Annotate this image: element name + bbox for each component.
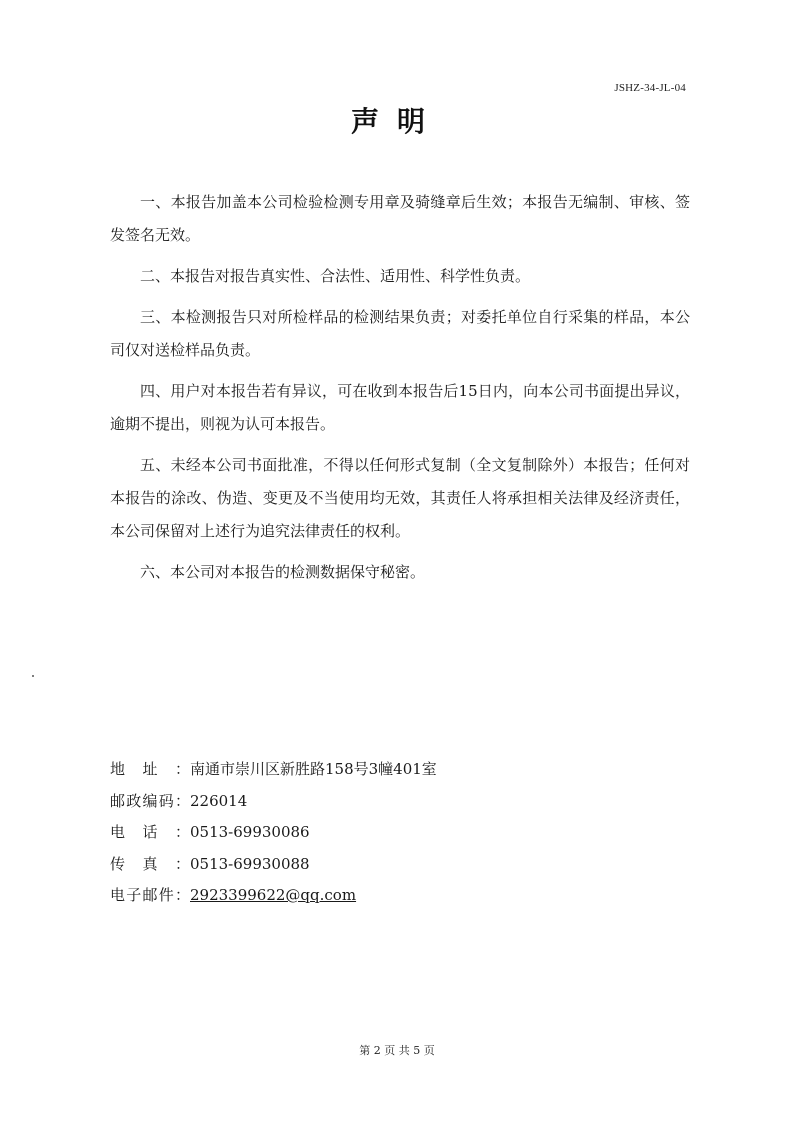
phone-label: 电话： [110,823,190,841]
fax-label: 传真： [110,854,190,873]
address-value: 南通市崇川区新胜路158号3幢401室 [190,760,437,778]
postcode-row [110,786,437,818]
fax-value: 0513-69930088 [190,854,310,873]
page-number: 第 2 页 共 5 页 [359,1044,435,1057]
postcode-label: 邮政编码： [110,791,190,810]
scan-speck [32,675,34,677]
document-code: JSHZ-34-JL-04 [614,82,686,94]
email-link[interactable]: 2923399622@qq.com [190,886,357,904]
clause-1: 一、本报告加盖本公司检验检测专用章及骑缝章后生效；本报告无编制、审核、签发签名无效。 [110,193,690,244]
clause-5: 五、未经本公司书面批准，不得以任何形式复制（全文复制除外）本报告；任何对本报告的涂改、伪造、变更及不当使用均无效，其责任人将承担相关法律及经济责任，本公司保留对上述行为追究法律责任的权利。 [110,456,690,540]
statement-clauses [110,186,690,597]
phone-value: 0513-69930086 [190,823,310,841]
page-title: 声明 [350,105,443,138]
contact-block [110,754,437,912]
email-label: 电子邮件： [110,886,190,904]
email-row [110,880,437,912]
postcode-value: 226014 [190,791,248,810]
fax-row [110,849,437,881]
clause-2: 二、本报告对报告真实性、合法性、适用性、科学性负责。 [140,267,531,285]
address-label: 地址： [110,760,190,778]
address-row [110,754,437,786]
clause-4: 四、用户对本报告若有异议，可在收到本报告后15日内，向本公司书面提出异议，逾期不提出，则视为认可本报告。 [110,382,690,433]
clause-6: 六、本公司对本报告的检测数据保守秘密。 [140,563,426,581]
clause-3: 三、本检测报告只对所检样品的检测结果负责；对委托单位自行采集的样品，本公司仅对送检样品负责。 [110,308,690,359]
phone-row [110,817,437,849]
